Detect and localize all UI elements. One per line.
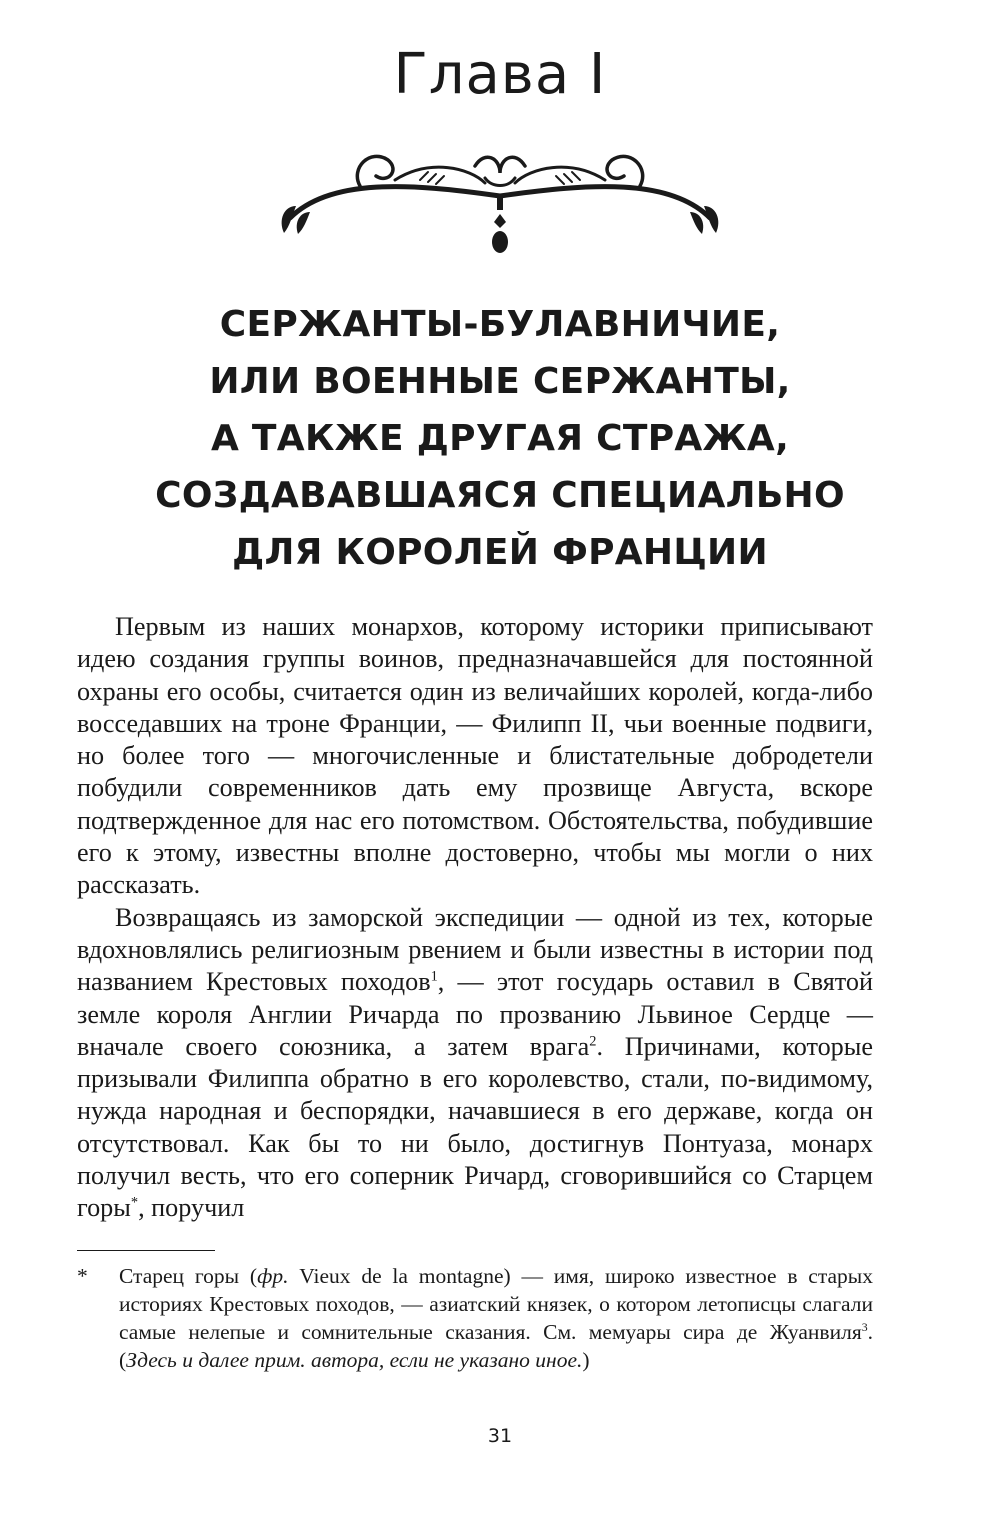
page-number: 31 [487, 1425, 513, 1447]
footnote-part: Старец горы ( [119, 1264, 258, 1288]
footnote-italic: Здесь и далее прим. автора, если не указано иное. [126, 1348, 583, 1372]
heading-line: А ТАКЖЕ ДРУГАЯ СТРАЖА, [210, 418, 790, 459]
footnote-ref-star[interactable]: * [130, 1194, 139, 1211]
endnote-ref-3[interactable]: 3 [861, 1319, 868, 1334]
chapter-title: Глава I [393, 42, 607, 107]
footnote-mark: * [77, 1264, 88, 1288]
paragraph-2-part: . Причинами, которые призывали Филиппа обратно в его королевство, стали, по-видимому, нужда народная и беспорядки, начавшиеся в его державе, когда он отсутствовал. Как бы то ни было, достигнув Понтуаза, монарх получил весть, что его соперник Ричард, сговорившийся со Старцем горы [77, 1031, 873, 1223]
paragraph-1: Первым из наших монархов, которому историки приписывают идею создания группы воинов, предназначавшейся для постоянной охраны его особы, считается один из величайших королей, когда-либо восседавших на троне Франции, — Филипп II, чьи военные подвиги, но более того — многочисленные и блистательные добродетели побудили современников дать ему прозвище Августа, вскоре подтвержденное для нас его потомством. Обстоятельства, побудившие его к этому, известны вполне достоверно, чтобы мы могли о них рассказать. [77, 612, 873, 900]
endnote-ref-1[interactable]: 1 [430, 968, 438, 985]
footnote-part: ) [582, 1348, 590, 1372]
footnote-part: . ( [119, 1320, 873, 1372]
chapter-heading [0, 296, 1000, 581]
heading-line: СЕРЖАНТЫ-БУЛАВНИЧИЕ, [219, 304, 781, 345]
heading-line: ДЛЯ КОРОЛЕЙ ФРАНЦИИ [232, 532, 768, 573]
paragraph-2-part: , — этот государь оставил в Святой земле короля Англии Ричарда по прозванию Львиное Сердце — вначале своего союзника, а затем врага [77, 967, 873, 1061]
footnote-italic: фр. [257, 1264, 289, 1288]
endnote-ref-2[interactable]: 2 [589, 1033, 597, 1050]
paragraph-2 [77, 902, 873, 1225]
footnote-divider [77, 1250, 215, 1251]
body-text [77, 611, 873, 1225]
ornamental-flourish-icon [270, 138, 730, 263]
heading-line: СОЗДАВАВШАЯСЯ СПЕЦИАЛЬНО [155, 475, 845, 516]
footnote-text [119, 1262, 873, 1374]
heading-line: ИЛИ ВОЕННЫЕ СЕРЖАНТЫ, [209, 361, 791, 402]
paragraph-2-part: Возвращаясь из заморской экспедиции — одной из тех, которые вдохновлялись религиозным рвением и были известны в истории под названием Крестовых походов [77, 902, 873, 997]
footnote [77, 1262, 873, 1374]
paragraph-2-part: , поручил [138, 1193, 245, 1223]
footnote-part: Vieux de la montagne) — имя, широко известное в старых историях Крестовых походов, — азиатский князек, о котором летописцы слагали самые нелепые и сомнительные сказания. См. мемуары сира де Жуанвиля [119, 1264, 873, 1344]
